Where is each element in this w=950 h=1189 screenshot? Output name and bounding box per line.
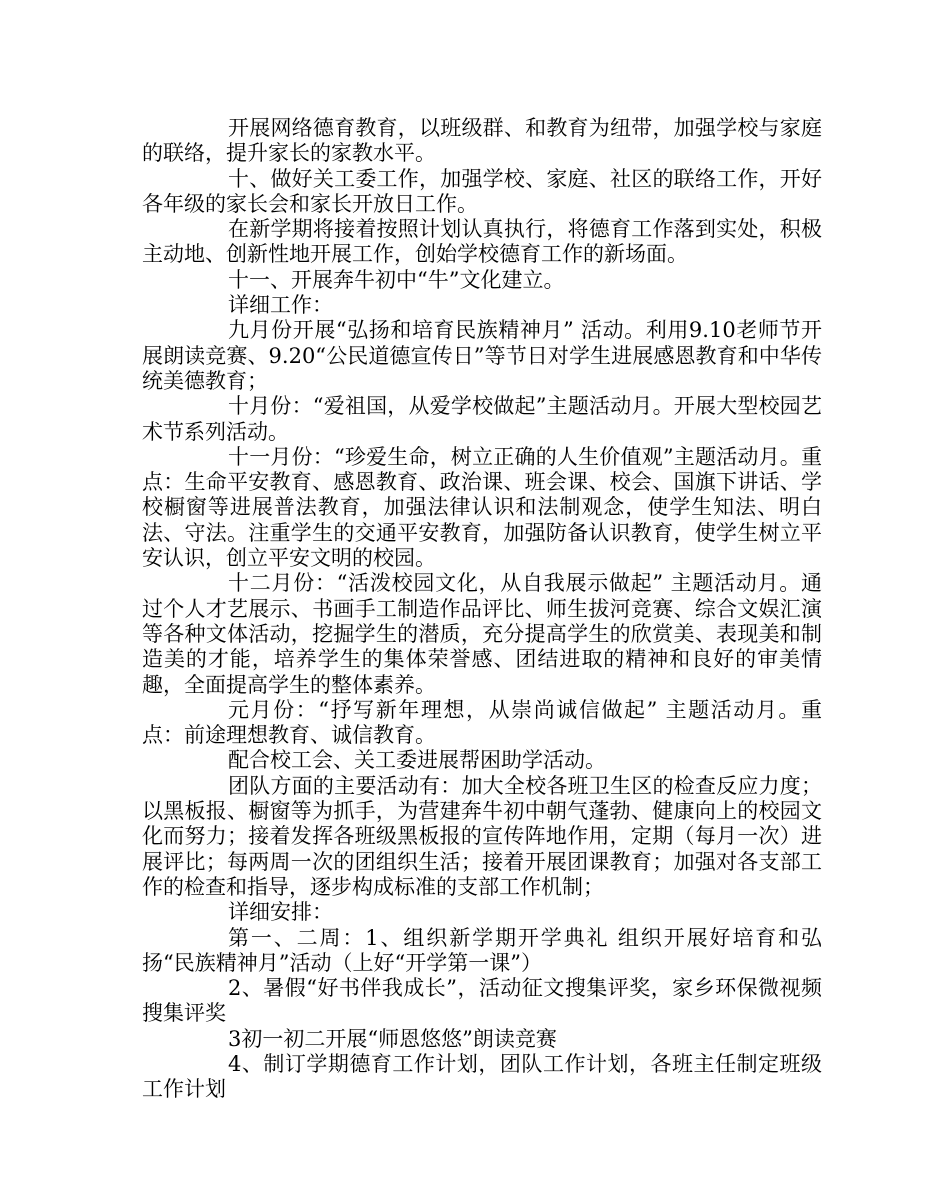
paragraph: 十一月份：“珍爱生命，树立正确的人生价值观”主题活动月。重点：生命平安教育、感恩教育、政治课、班会课、校会、国旗下讲话、学校橱窗等进展普法教育，加强法律认识和法制观念，使学生知法、明白法、守法。注重学生的交通平安教育，加强防备认识教育，使学生树立平安认识，创立平安文明的校园。 xyxy=(142,444,822,571)
paragraph: 十二月份：“活泼校园文化，从自我展示做起” 主题活动月。通过个人才艺展示、书画手工制造作品评比、师生拔河竞赛、综合文娱汇演等各种文体活动，挖掘学生的潜质，充分提高学生的欣赏美、表现美和制造美的才能，培养学生的集体荣誉感、团结进取的精神和良好的审美情趣，全面提高学生的整体素养。 xyxy=(142,571,822,697)
paragraph: 在新学期将接着按照计划认真执行，将德育工作落到实处，积极主动地、创新性地开展工作，创始学校德育工作的新场面。 xyxy=(142,217,822,267)
document-page xyxy=(142,116,822,1103)
paragraph: 九月份开展“弘扬和培育民族精神月” 活动。利用9.10老师节开展朗读竞赛、9.20“公民道德宣传日”等节日对学生进展感恩教育和中华传统美德教育； xyxy=(142,318,822,393)
paragraph: 详细工作： xyxy=(228,293,333,318)
paragraph: 十一、开展奔牛初中“牛”文化建立。 xyxy=(228,267,565,292)
paragraph: 4、制订学期德育工作计划，团队工作计划，各班主任制定班级工作计划 xyxy=(142,1051,822,1102)
paragraph: 详细安排： xyxy=(228,900,333,925)
paragraph: 第一、二周：1、组织新学期开学典礼 组织开展好培育和弘扬“民族精神月”活动（上好“开学第一课”） xyxy=(142,925,822,975)
paragraph: 3初一初二开展“师恩悠悠”朗读竞赛 xyxy=(228,1026,557,1051)
paragraph: 配合校工会、关工委进展帮困助学活动。 xyxy=(228,748,606,773)
paragraph: 十月份：“爱祖国，从爱学校做起”主题活动月。开展大型校园艺术节系列活动。 xyxy=(142,394,822,444)
paragraph: 开展网络德育教育，以班级群、和教育为纽带，加强学校与家庭的联络，提升家长的家教水平。 xyxy=(142,116,822,166)
paragraph: 元月份：“抒写新年理想，从崇尚诚信做起” 主题活动月。重点：前途理想教育、诚信教育。 xyxy=(142,697,822,748)
paragraph: 团队方面的主要活动有：加大全校各班卫生区的检查反应力度；以黑板报、橱窗等为抓手，为营建奔牛初中朝气蓬勃、健康向上的校园文化而努力；接着发挥各班级黑板报的宣传阵地作用，定期（每月一次）进展评比；每两周一次的团组织生活；接着开展团课教育；加强对各支部工作的检查和指导，逐步构成标准的支部工作机制； xyxy=(142,773,822,899)
paragraph: 2、暑假“好书伴我成长”，活动征文搜集评奖，家乡环保微视频搜集评奖 xyxy=(142,976,822,1026)
paragraph: 十、做好关工委工作，加强学校、家庭、社区的联络工作，开好各年级的家长会和家长开放日工作。 xyxy=(142,166,822,216)
